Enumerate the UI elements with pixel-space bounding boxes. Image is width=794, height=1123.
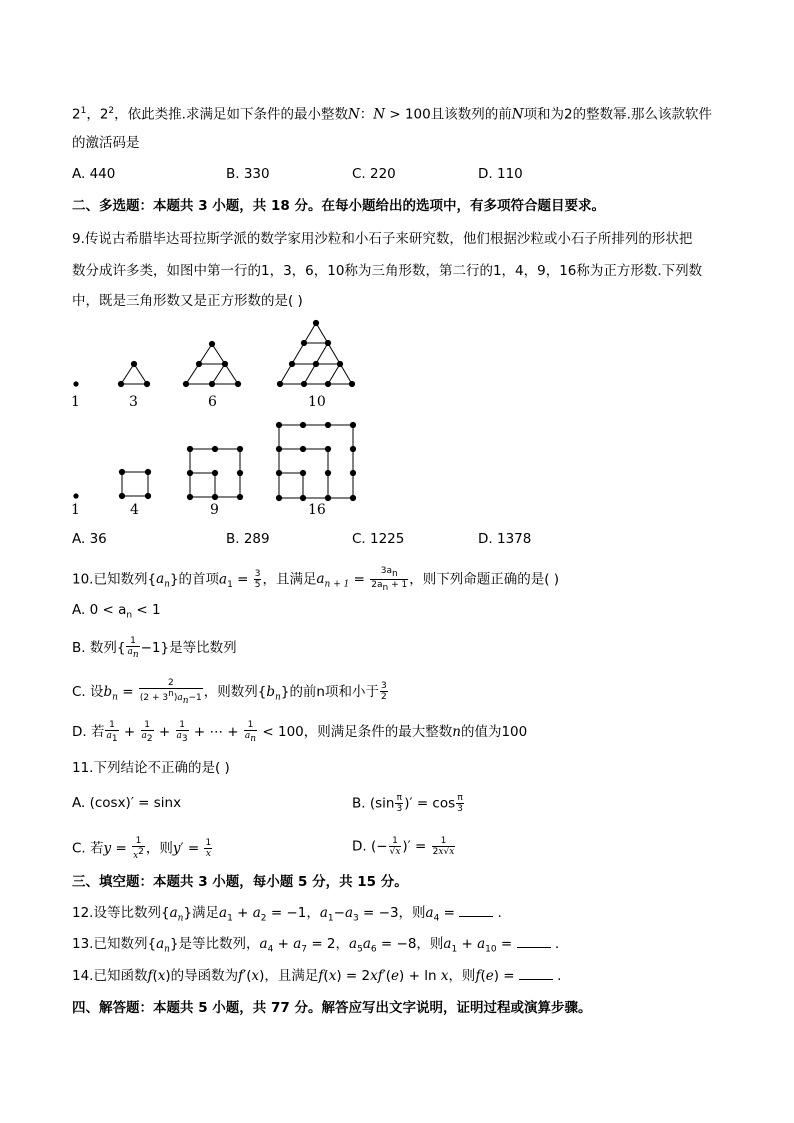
q9-stem-line1: 9.传说古希腊毕达哥拉斯学派的数学家用沙粒和小石子来研究数，他们根据沙粒或小石子所排列的形状把 — [72, 231, 693, 247]
q10-option-d[interactable]: D. 若 $\frac{1}{a_1}$ + $\frac{1}{a_2}$ + $\frac{1}{a_3}$ + ⋯ + $\frac{1}{a_n}$ < 100，则满足条件的最大整数n的值为100 — [72, 720, 528, 744]
square-4-figure — [119, 469, 150, 498]
q13-answer-blank[interactable] — [517, 935, 551, 948]
q8-option-b[interactable]: B. 330 — [226, 166, 270, 182]
square-16-figure — [276, 422, 355, 500]
q9-option-a[interactable]: A. 36 — [72, 531, 107, 547]
q8-option-c[interactable]: C. 220 — [352, 166, 396, 182]
q9-stem-line2: 数分成许多类，如图中第一行的1，3，6，10称为三角形数，第二行的1，4，9，16称为正方形数.下列数 — [72, 263, 703, 279]
q9-option-d[interactable]: D. 1378 — [478, 531, 532, 547]
q10-option-a[interactable]: A. $0 < a_n < 1$ — [72, 602, 161, 621]
q11-stem: 11.下列结论不正确的是( ) — [72, 760, 230, 776]
q10-stem: 10.已知数列$\{a_n\}$的首项$a_1$ = $\frac{3}{5}$ ，且满足$a_{n + 1}$ = $\frac{3a_n}{2a_n + 1}$ ，则下列命题正确的是( ) — [72, 566, 560, 593]
square-label-1: 1 — [71, 502, 80, 518]
section-heading-fill-in: 三、填空题：本题共 3 小题，每小题 5 分，共 15 分。 — [72, 874, 408, 890]
square-label-4: 4 — [130, 502, 139, 518]
q8-stem-line2: 的激活码是 — [72, 135, 140, 151]
q11-option-b[interactable]: B. (sin $\frac{\pi}{3}$ )′ = cos $\frac{\pi}{3}$ — [352, 793, 463, 814]
section-heading-solutions: 四、解答题：本题共 5 小题，共 77 分。解答应写出文字说明，证明过程或演算步骤。 — [72, 1000, 592, 1016]
q14-stem: 14.已知函数f(x)的导函数为f′(x)，且满足f(x) = 2xf′(e) + ln x，则f(e) = . — [72, 968, 562, 984]
q9-option-b[interactable]: B. 289 — [226, 531, 270, 547]
q12-answer-blank[interactable] — [459, 904, 493, 917]
q8-option-d[interactable]: D. 110 — [478, 166, 523, 182]
triangle-label-6: 6 — [208, 394, 217, 410]
q10-option-c[interactable]: C. 设$b_n$ = $\frac{2}{(2 + 3^n)a_n-1}$ ，则数列$\{b_n\}$的前n项和小于 $\frac{3}{2}$ — [72, 678, 387, 706]
square-label-16: 16 — [308, 502, 326, 518]
square-label-9: 9 — [210, 502, 219, 518]
q8-option-a[interactable]: A. 440 — [72, 166, 116, 182]
q13-stem: 13.已知数列$\{a_n\}$是等比数列，$a_4 + a_7 = 2$，$a_5a_6 = -8$，则$a_1 + a_{10}$ = . — [72, 936, 560, 955]
q14-answer-blank[interactable] — [519, 967, 553, 980]
triangle-6-figure — [183, 341, 240, 386]
q9-stem-line3: 中，既是三角形数又是正方形数的是( ) — [72, 293, 303, 309]
square-9-figure — [187, 446, 242, 499]
triangle-label-10: 10 — [308, 394, 326, 410]
q11-option-c[interactable]: C. 若y = $\frac{1}{x^2}$ ，则y′ = $\frac{1}{x}$ — [72, 836, 212, 861]
section-heading-multiple-choice: 二、多选题：本题共 3 小题，共 18 分。在每小题给出的选项中，有多项符合题目要求。 — [72, 198, 605, 214]
triangle-1-dot — [73, 381, 78, 386]
q11-option-d[interactable]: D. (− $\frac{1}{√x}$ )′ = $\frac{1}{2x√x}$ — [352, 836, 455, 857]
triangle-3-figure — [118, 361, 149, 386]
triangle-label-1: 1 — [71, 394, 80, 410]
q11-option-a[interactable]: A. (cosx)′ = sinx — [72, 795, 182, 811]
triangle-label-3: 3 — [129, 394, 138, 410]
q12-stem: 12.设等比数列$\{a_n\}$满足$a_1 + a_2 = -1$，$a_1-a_3 = -3$，则$a_4$ = . — [72, 905, 502, 924]
square-1-dot — [73, 493, 78, 498]
triangle-10-figure — [277, 320, 354, 386]
q9-option-c[interactable]: C. 1225 — [352, 531, 405, 547]
q8-stem-line1: $2^1$，$2^2$，依此类推.求满足如下条件的最小整数N：N > 100且该数列的前N项和为2的整数幂.那么该款软件 — [72, 106, 712, 123]
q10-option-b[interactable]: B. 数列{ $\frac{1}{a_n}$ −1}是等比数列 — [72, 636, 237, 660]
